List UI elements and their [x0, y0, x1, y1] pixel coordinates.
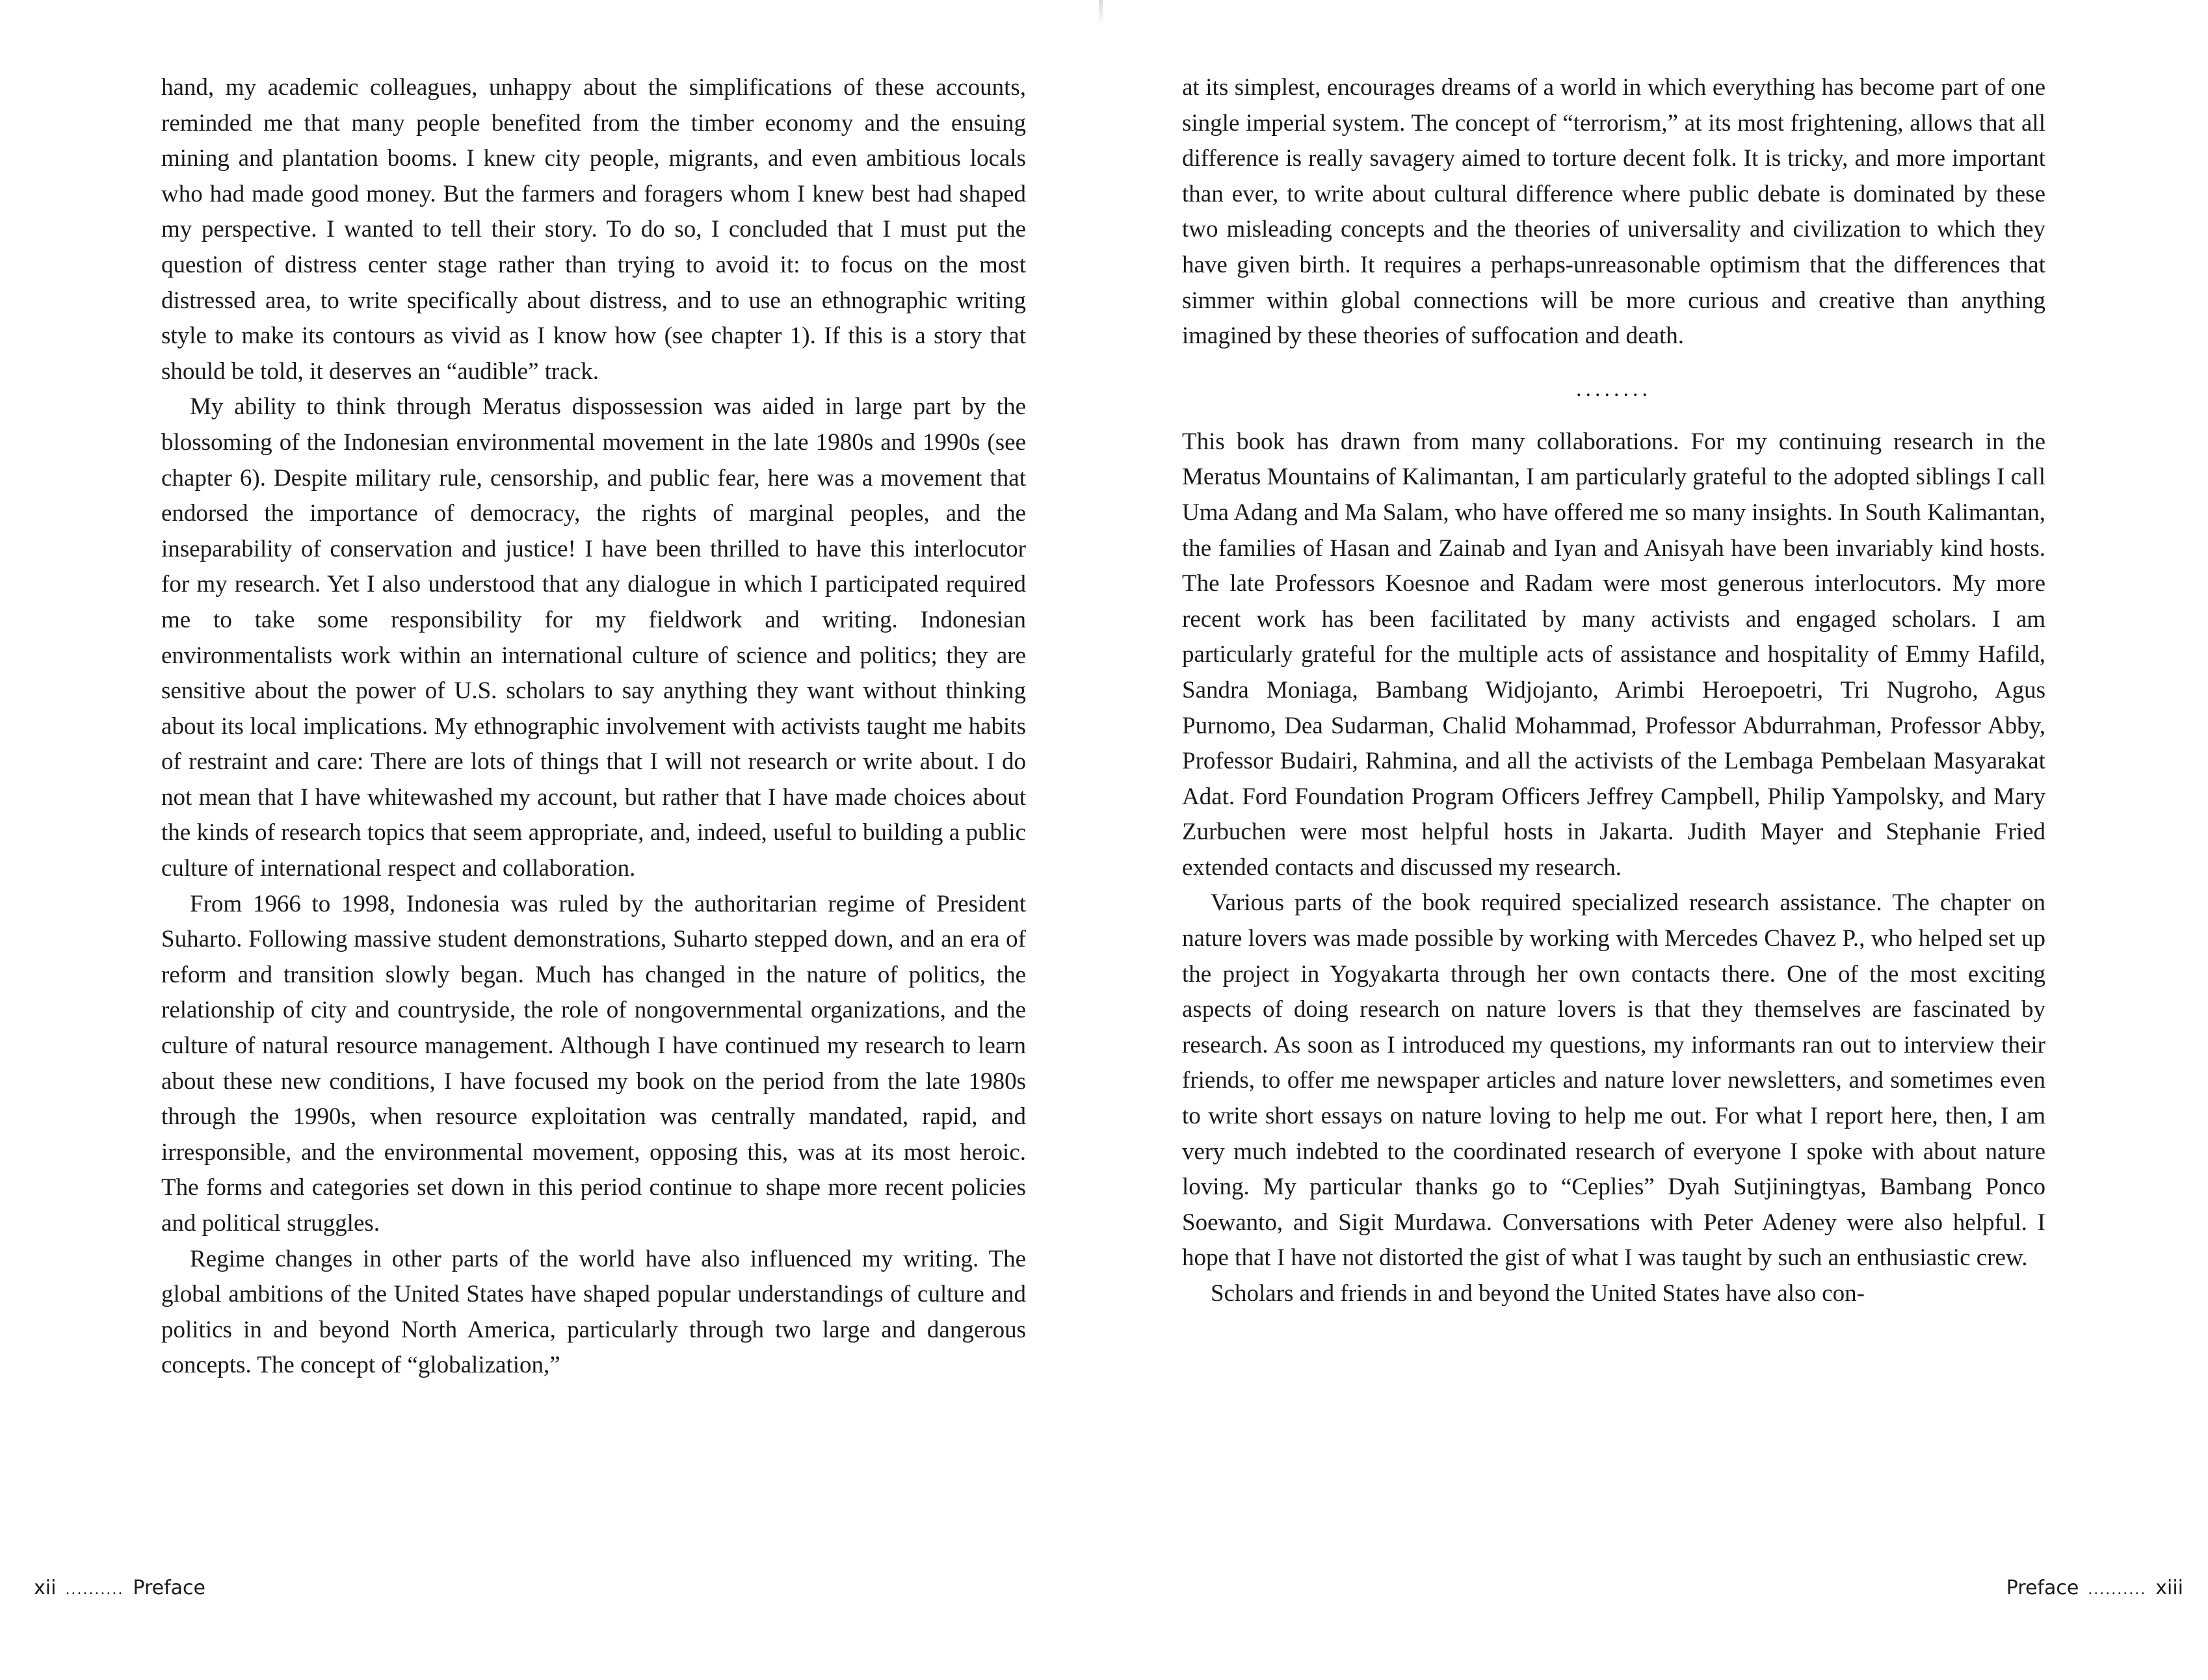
running-head: Preface [2006, 1577, 2079, 1599]
right-page [1104, 0, 2208, 1680]
paragraph: This book has drawn from many collaborations. For my continuing research in the Meratus Mountains of Kalimantan, I am particularly grateful to the adopted siblings I call Uma Adang and Ma Salam, who have offered me so many insights. In South Kalimantan, the families of Hasan and Zainab and Iyan and Anisyah have been invariably kind hosts. The late Professors Koesnoe and Radam were most generous interlocutors. My more recent work has been facilitated by many activists and engaged scholars. I am particularly grateful for the multiple acts of assistance and hospitality of Emmy Hafild, Sandra Moniaga, Bambang Widjojanto, Arimbi Heroepoetri, Tri Nugroho, Agus Purnomo, Dea Sudarman, Chalid Mohammad, Professor Abdurrahman, Professor Abby, Professor Budairi, Rahmina, and all the activists of the Lembaga Pembelaan Masyarakat Adat. Ford Foundation Program Officers Jeffrey Campbell, Philip Yampolsky, and Mary Zurbuchen were most helpful hosts in Jakarta. Judith Mayer and Stephanie Fried extended contacts and discussed my research. [1182, 428, 2045, 881]
left-folio [34, 1577, 205, 1599]
folio-dots: .......... [65, 1582, 124, 1598]
paragraph: Regime changes in other parts of the world have also influenced my writing. The global ambitions of the United States have shaped popular understandings of culture and politics in and beyond North America, particularly through two large and dangerous concepts. The concept of “globalization,” [161, 1245, 1026, 1379]
paragraph: Scholars and friends in and beyond the United States have also con- [1211, 1280, 1865, 1307]
section-break: ........ [1576, 376, 1651, 401]
folio-dots: .......... [2088, 1582, 2147, 1598]
running-head: Preface [133, 1577, 205, 1599]
paragraph: My ability to think through Meratus dispossession was aided in large part by the blossoming of the Indonesian environmental movement in the late 1980s and 1990s (see chapter 6). Despite military rule, censorship, and public fear, here was a movement that endorsed the importance of democracy, the rights of marginal peoples, and the inseparability of conservation and justice! I have been thrilled to have this interlocutor for my research. Yet I also understood that any dialogue in which I participated required me to take some responsibility for my fieldwork and writing. Indonesian environmentalists work within an international culture of science and politics; they are sensitive about the power of U.S. scholars to say anything they want without thinking about its local implications. My ethnographic involvement with activists taught me habits of restraint and care: There are lots of things that I will not research or write about. I do not mean that I have whitewashed my account, but rather that I have made choices about the kinds of research topics that seem appropriate, and, indeed, useful to building a public culture of international respect and collaboration. [161, 393, 1026, 882]
right-folio [2006, 1577, 2183, 1599]
page-number: xii [34, 1577, 57, 1599]
paragraph: From 1966 to 1998, Indonesia was ruled by the authoritarian regime of President Suharto. Following massive student demonstrations, Suharto stepped down, and an era of reform and transition slowly began. Much has changed in the nature of politics, the relationship of city and countryside, the role of nongovernmental organizations, and the culture of natural resource management. Although I have continued my research to learn about these new conditions, I have focused my book on the period from the late 1980s through the 1990s, when resource exploitation was centrally mandated, rapid, and irresponsible, and the environmental movement, opposing this, was at its most heroic. The forms and categories set down in this period continue to shape more recent policies and political struggles. [161, 890, 1026, 1237]
paragraph: hand, my academic colleagues, unhappy about the simplifications of these accounts, reminded me that many people benefited from the timber economy and the ensuing mining and plantation booms. I knew city people, migrants, and even ambitious locals who had made good money. But the farmers and foragers whom I knew best had shaped my perspective. I wanted to tell their story. To do so, I concluded that I must put the question of distress center stage rather than trying to avoid it: to focus on the most distressed area, to write specifically about distress, and to use an ethnographic writing style to make its contours as vivid as I know how (see chapter 1). If this is a story that should be told, it deserves an “audible” track. [161, 74, 1026, 385]
left-page-body [161, 70, 1026, 1384]
paragraph: at its simplest, encourages dreams of a world in which everything has become part of one single imperial system. The concept of “terrorism,” at its most frightening, allows that all difference is really savagery aimed to torture decent folk. It is tricky, and more important than ever, to write about cultural difference where public debate is dominated by these two misleading concepts and the theories of universality and civilization to which they have given birth. It requires a perhaps-unreasonable optimism that the differences that simmer within global connections will be more curious and creative than anything imagined by these theories of suffocation and death. [1182, 74, 2045, 350]
page-number: xiii [2155, 1577, 2183, 1599]
right-page-body [1182, 70, 2045, 1312]
paragraph: Various parts of the book required specialized research assistance. The chapter on nature lovers was made possible by working with Mercedes Chavez P., who helped set up the project in Yogyakarta through her own contacts there. One of the most exciting aspects of doing research on nature lovers is that they themselves are fascinated by research. As soon as I introduced my questions, my informants ran out to interview their friends, to offer me newspaper articles and nature lover newsletters, and sometimes even to write short essays on nature loving to help me out. For what I report here, then, I am very much indebted to the coordinated research of everyone I spoke with about nature loving. My particular thanks go to “Ceplies” Dyah Sutjiningtyas, Bambang Ponco Soewanto, and Sigit Murdawa. Conversations with Peter Adeney were also helpful. I hope that I have not distorted the gist of what I was taught by such an enthusiastic crew. [1182, 889, 2045, 1272]
